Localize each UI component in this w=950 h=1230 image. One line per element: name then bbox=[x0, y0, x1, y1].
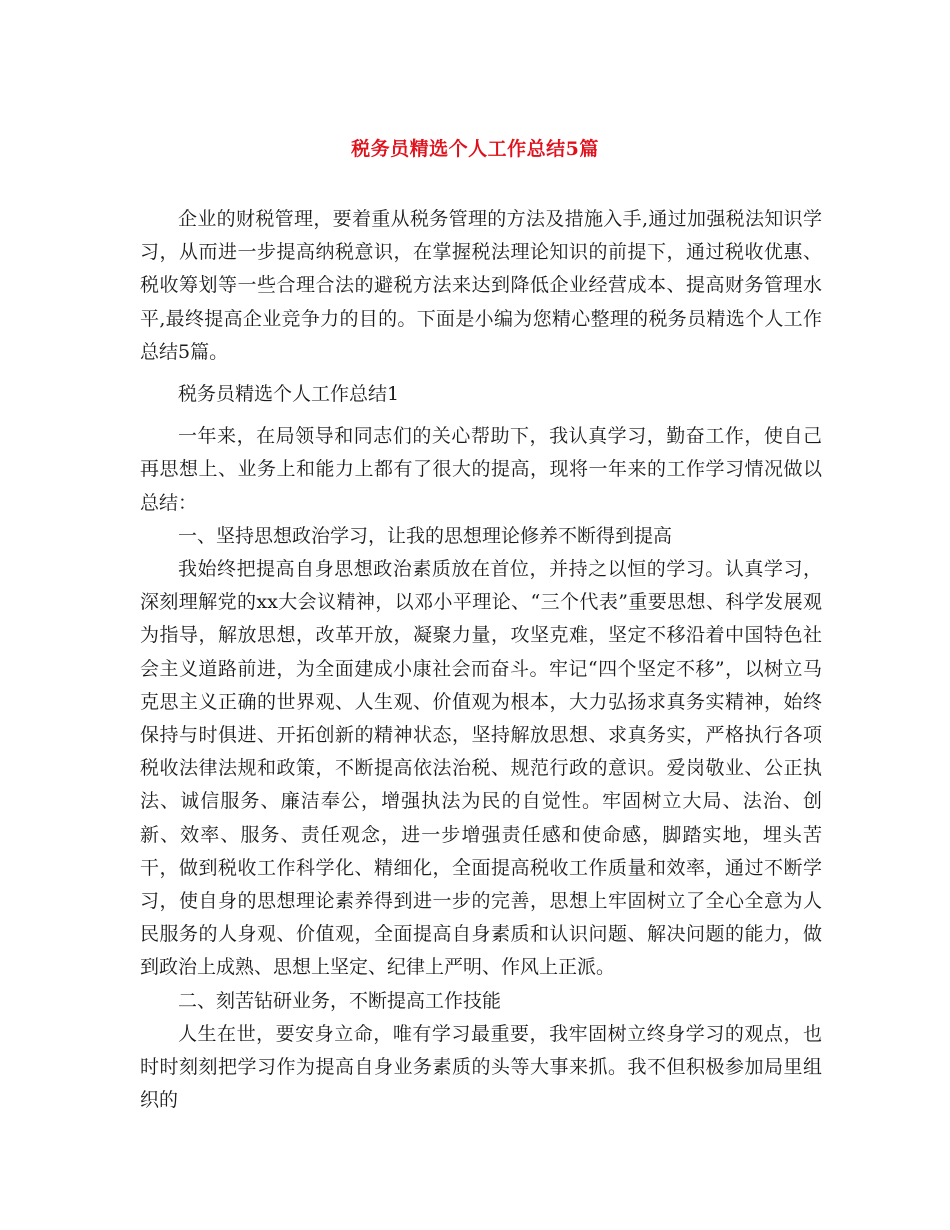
section-heading: 税务员精选个人工作总结1 bbox=[178, 383, 400, 406]
subsection-heading: 一、坚持思想政治学习，让我的思想理论修养不断得到提高 bbox=[178, 524, 673, 547]
document-body bbox=[140, 203, 822, 1117]
body-paragraph: 我始终把提高自身思想政治素质放在首位，并持之以恒的学习。认真学习，深刻理解党的xx大会议精神，以邓小平理论、“三个代表”重要思想、科学发展观为指导，解放思想，改革开放，凝聚力量，攻坚克难，坚定不移沿着中国特色社会主义道路前进，为全面建成小康社会而奋斗。牢记“四个坚定不移”，以树立马克思主义正确的世界观、人生观、价值观为根本，大力弘扬求真务实精神，始终保持与时俱进、开拓创新的精神状态，坚持解放思想、求真务实，严格执行各项税收法律法规和政策，不断提高依法治税、规范行政的意识。爱岗敬业、公正执法、诚信服务、廉洁奉公，增强执法为民的自觉性。牢固树立大局、法治、创新、效率、服务、责任观念，进一步增强责任感和使命感，脚踏实地，埋头苦干，做到税收工作科学化、精细化，全面提高税收工作质量和效率，通过不断学习，使自身的思想理论素养得到进一步的完善，思想上牢固树立了全心全意为人民服务的人身观、价值观，全面提高自身素质和认识问题、解决问题的能力，做到政治上成熟、思想上坚定、纪律上严明、作风上正派。 bbox=[140, 558, 822, 979]
document-title: 税务员精选个人工作总结5篇 bbox=[351, 138, 599, 160]
body-paragraph: 一年来，在局领导和同志们的关心帮助下，我认真学习，勤奋工作，使自己再思想上、业务上和能力上都有了很大的提高，现将一年来的工作学习情况做以总结： bbox=[140, 425, 822, 514]
body-paragraph: 人生在世，要安身立命，唯有学习最重要，我牢固树立终身学习的观点，也时时刻刻把学习作为提高自身业务素质的头等大事来抓。我不但积极参加局里组织的 bbox=[140, 1022, 822, 1112]
subsection-heading: 二、刻苦钻研业务，不断提高工作技能 bbox=[178, 989, 502, 1012]
intro-paragraph: 企业的财税管理，要着重从税务管理的方法及措施入手,通过加强税法知识学习，从而进一步提高纳税意识，在掌握税法理论知识的前提下，通过税收优惠、税收筹划等一些合理合法的避税方法来达到降低企业经营成本、提高财务管理水平,最终提高企业竞争力的目的。下面是小编为您精心整理的税务员精选个人工作总结5篇。 bbox=[140, 208, 822, 363]
